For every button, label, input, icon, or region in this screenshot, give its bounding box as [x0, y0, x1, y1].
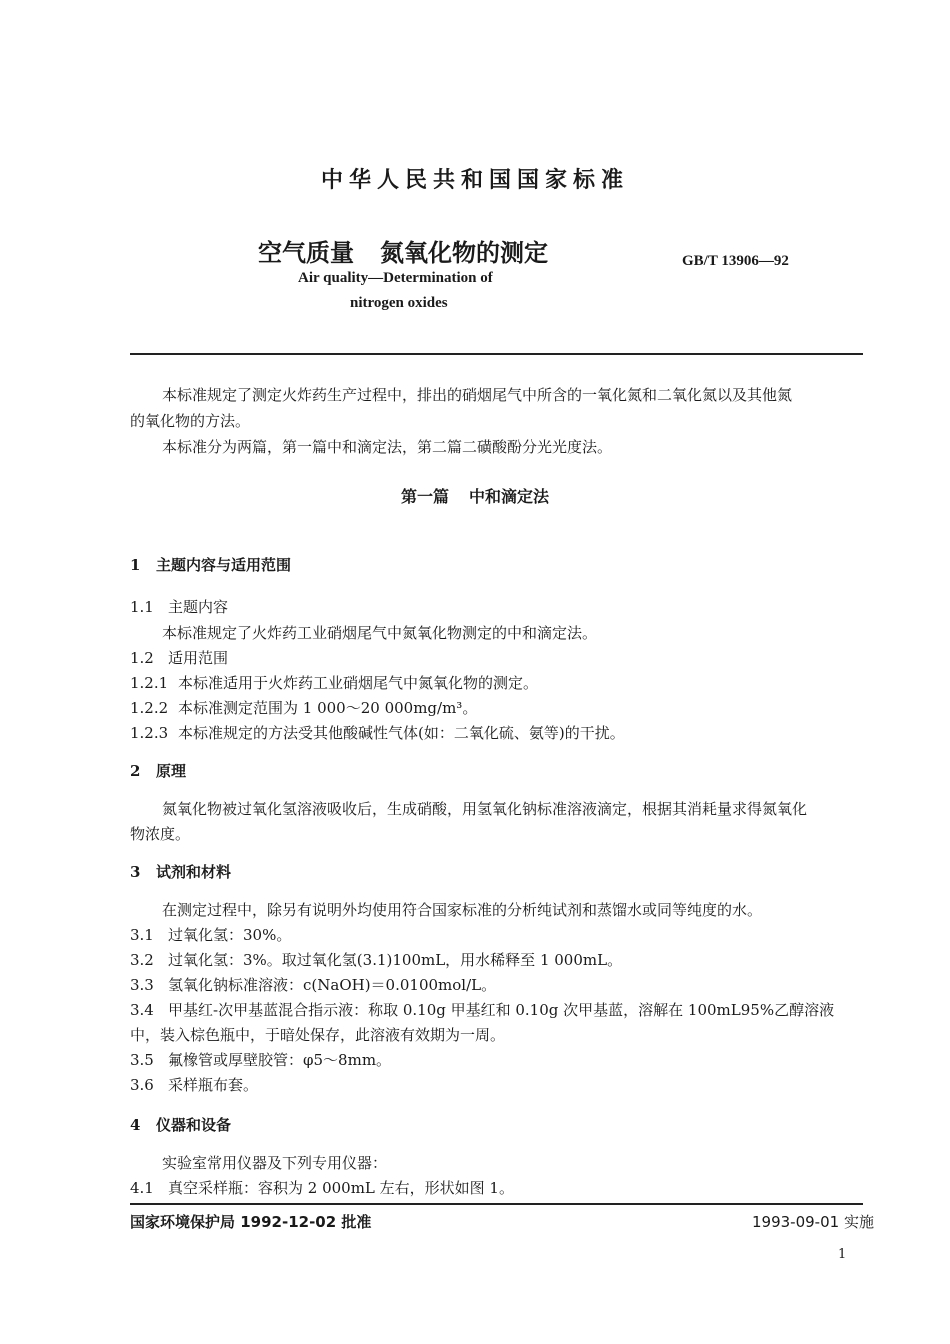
intro-para1-line1: 本标准规定了测定火炸药生产过程中，排出的硝烟尾气中所含的一氧化氮和二氧化氮以及其他氮	[162, 386, 793, 404]
clause-1-2-2-number: 1.2.2	[130, 699, 169, 717]
section-3-title: 试剂和材料	[156, 863, 232, 881]
subsection-1-1-text: 本标准规定了火炸药工业硝烟尾气中氮氧化物测定的中和滴定法。	[162, 624, 598, 642]
item-3-6-text: 采样瓶布套。	[168, 1076, 259, 1094]
item-4-1	[130, 1177, 514, 1198]
subsection-1-1	[130, 596, 228, 617]
item-4-1-text: 真空采样瓶：容积为 2 000mL 左右，形状如图 1。	[168, 1179, 514, 1197]
section-2-text-line2: 物浓度。	[130, 825, 191, 843]
item-3-5-number: 3.5	[130, 1051, 154, 1069]
item-3-2-text: 过氧化氢：3%。取过氧化氢(3.1)100mL，用水稀释至 1 000mL。	[168, 951, 623, 969]
subsection-1-1-title: 主题内容	[168, 598, 229, 616]
footer-divider	[130, 1203, 863, 1205]
item-3-2	[130, 949, 622, 970]
section-1-heading	[130, 554, 291, 575]
section-4-title: 仪器和设备	[156, 1116, 232, 1134]
item-3-4-number: 3.4	[130, 1001, 154, 1019]
section-2-heading	[130, 760, 186, 781]
page-number: 1	[838, 1247, 847, 1262]
subsection-1-1-number: 1.1	[130, 598, 154, 616]
section-2-title: 原理	[156, 762, 187, 780]
item-4-1-number: 4.1	[130, 1179, 154, 1197]
section-4-heading	[130, 1114, 231, 1135]
item-3-1-text: 过氧化氢：30%。	[168, 926, 292, 944]
item-3-3-number: 3.3	[130, 976, 154, 994]
subsection-1-2-title: 适用范围	[168, 649, 229, 667]
item-3-6-number: 3.6	[130, 1076, 154, 1094]
subsection-1-2-number: 1.2	[130, 649, 154, 667]
item-3-1	[130, 924, 291, 945]
item-3-2-number: 3.2	[130, 951, 154, 969]
title-part2: 氮氧化物的测定	[380, 238, 548, 267]
header-divider	[130, 353, 863, 355]
clause-1-2-3-text: 本标准规定的方法受其他酸碱性气体(如：二氧化硫、氨等)的干扰。	[178, 724, 625, 742]
intro-para2: 本标准分为两篇，第一篇中和滴定法，第二篇二磺酸酚分光光度法。	[162, 438, 613, 456]
implementation-date: 1993-09-01 实施	[752, 1213, 874, 1231]
part-label: 第一篇	[400, 487, 449, 506]
clause-1-2-1	[130, 672, 538, 693]
national-standard-heading: 中华人民共和国国家标准	[320, 167, 629, 193]
item-3-1-number: 3.1	[130, 926, 154, 944]
section-1-number: 1	[130, 556, 141, 574]
document-title	[258, 233, 548, 268]
section-4-number: 4	[130, 1116, 141, 1134]
clause-1-2-2-text: 本标准测定范围为 1 000～20 000mg/m³。	[178, 699, 478, 717]
clause-1-2-3	[130, 722, 625, 743]
part-name: 中和滴定法	[469, 487, 550, 506]
clause-1-2-1-text: 本标准适用于火炸药工业硝烟尾气中氮氧化物的测定。	[178, 674, 539, 692]
intro-para1-line2: 的氧化物的方法。	[130, 412, 251, 430]
clause-1-2-2	[130, 697, 477, 718]
item-3-4-text-line1: 甲基红-次甲基蓝混合指示液：称取 0.10g 甲基红和 0.10g 次甲基蓝，溶解在 100mL95%乙醇溶液	[168, 1001, 835, 1019]
item-3-5-text: 氟橡管或厚壁胶管：φ5～8mm。	[168, 1051, 392, 1069]
title-part1: 空气质量	[258, 238, 354, 267]
standard-code: GB/T 13906—92	[682, 253, 789, 269]
section-1-title: 主题内容与适用范围	[156, 556, 292, 574]
item-3-4-text-line2: 中，装入棕色瓶中，于暗处保存，此溶液有效期为一周。	[130, 1026, 506, 1044]
item-3-3-text: 氢氧化钠标准溶液：c(NaOH)＝0.0100mol/L。	[168, 976, 497, 994]
item-3-6	[130, 1074, 258, 1095]
item-3-3	[130, 974, 496, 995]
section-3-intro: 在测定过程中，除另有说明外均使用符合国家标准的分析纯试剂和蒸馏水或同等纯度的水。	[162, 901, 763, 919]
section-2-text-line1: 氮氧化物被过氧化氢溶液吸收后，生成硝酸，用氢氧化钠标准溶液滴定，根据其消耗量求得氮氧化	[162, 800, 808, 818]
section-3-number: 3	[130, 863, 141, 881]
english-title-line2: nitrogen oxides	[350, 295, 448, 311]
clause-1-2-1-number: 1.2.1	[130, 674, 169, 692]
approval-info: 国家环境保护局 1992-12-02 批准	[130, 1213, 372, 1231]
part-title	[0, 484, 950, 507]
section-2-number: 2	[130, 762, 141, 780]
item-3-4	[130, 999, 834, 1020]
english-title-line1: Air quality—Determination of	[298, 270, 493, 286]
item-3-5	[130, 1049, 391, 1070]
clause-1-2-3-number: 1.2.3	[130, 724, 169, 742]
section-4-intro: 实验室常用仪器及下列专用仪器：	[162, 1154, 388, 1172]
section-3-heading	[130, 861, 231, 882]
subsection-1-2	[130, 647, 228, 668]
